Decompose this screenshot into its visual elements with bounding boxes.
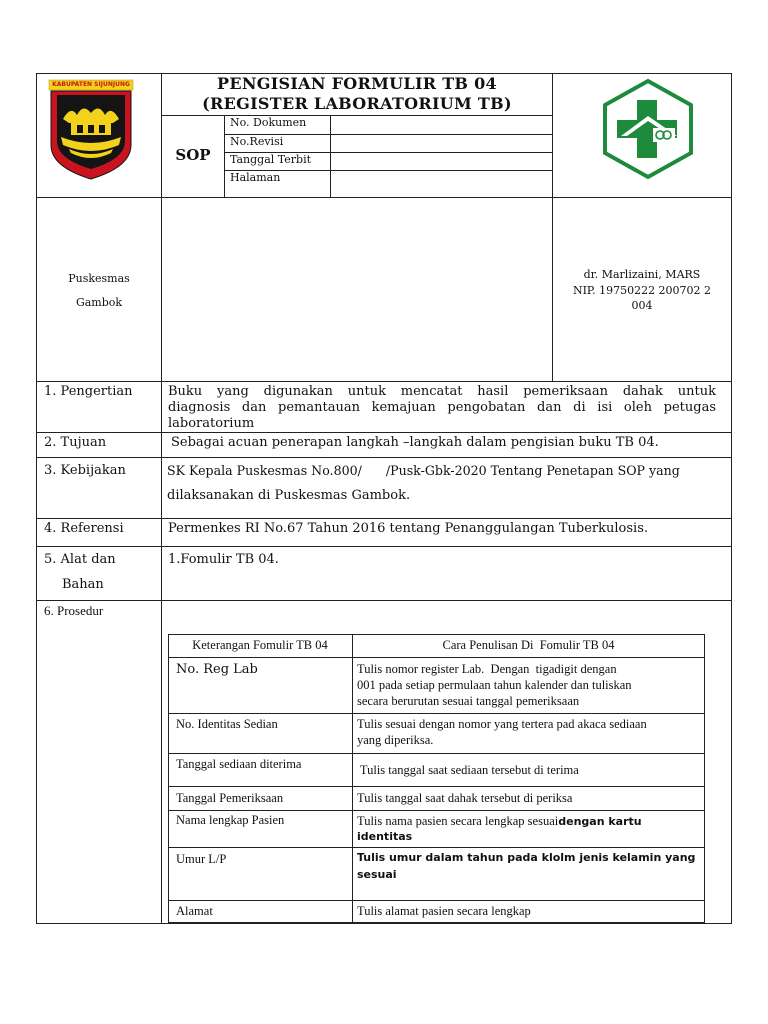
sop-label: SOP <box>175 146 211 164</box>
section-label-kebijakan: 3. Kebijakan <box>44 463 126 478</box>
meta-label-page: Halaman <box>230 171 281 184</box>
signer-nip-line2: 004 <box>631 299 653 312</box>
row-desc-normal: Tulis nama pasien secara lengkap sesuai <box>357 814 559 828</box>
table-header-method: Cara Penulisan Di Fomulir TB 04 <box>442 638 615 652</box>
table-row <box>168 811 705 847</box>
organization-name-line2: Gambok <box>75 296 123 309</box>
row-field-nama-pasien: Nama lengkap Pasien <box>176 813 285 827</box>
signer-name: dr. Marlizaini, MARS <box>583 268 701 281</box>
section-label-alat-line2: Bahan <box>62 577 104 592</box>
table-row <box>168 754 705 786</box>
regency-logo <box>47 79 135 181</box>
pengertian-text-line2: diagnosis dan pemantauan kemajuan pengobatan dan di isi oleh petugas <box>168 400 716 415</box>
section-label-alat-line1: 5. Alat dan <box>44 552 116 567</box>
row-field-alamat: Alamat <box>176 904 213 918</box>
table-row <box>168 658 705 713</box>
table-row <box>168 848 705 900</box>
row-desc-bold: dengan kartu <box>558 815 642 828</box>
kebijakan-text-line1: SK Kepala Puskesmas No.800/ /Pusk-Gbk-2020 Tentang Penetapan SOP yang <box>167 463 680 478</box>
document-title-line2: (REGISTER LABORATORIUM TB) <box>202 94 512 113</box>
puskesmas-logo <box>597 78 699 180</box>
row-desc-line: yang diperiksa. <box>357 733 434 747</box>
section-label-pengertian: 1. Pengertian <box>44 384 133 399</box>
meta-label-doc-number: No. Dokumen <box>230 116 307 129</box>
row-desc-line <box>357 813 642 830</box>
regency-logo-banner-text: KABUPATEN SIJUNJUNG <box>52 81 130 88</box>
row-desc-bold: Tulis umur dalam tahun pada klolm jenis kelamin yang <box>357 851 696 864</box>
referensi-text: Permenkes RI No.67 Tahun 2016 tentang Penanggulangan Tuberkulosis. <box>168 521 649 536</box>
row-field-identitas-sedian: No. Identitas Sedian <box>176 717 278 731</box>
row-desc-line: Tulis sesuai dengan nomor yang tertera pad akaca sediaan <box>357 717 647 731</box>
row-desc-bold: identitas <box>357 830 413 843</box>
meta-label-revision: No.Revisi <box>230 135 284 148</box>
organization-name-line1: Puskesmas <box>68 272 130 285</box>
row-desc-line: Tulis alamat pasien secara lengkap <box>357 904 531 918</box>
alat-text: 1.Fomulir TB 04. <box>168 552 279 567</box>
row-field-umur: Umur L/P <box>176 852 227 866</box>
row-field-tanggal-pemeriksaan: Tanggal Pemeriksaan <box>176 791 284 805</box>
row-desc-line: Tulis tanggal saat dahak tersebut di periksa <box>357 791 573 805</box>
table-row <box>168 714 705 753</box>
row-desc-line: Tulis nomor register Lab. Dengan tigadigit dengan <box>357 662 617 676</box>
row-field-reg-lab: No. Reg Lab <box>176 662 258 677</box>
section-label-tujuan: 2. Tujuan <box>44 435 107 450</box>
meta-label-issue-date: Tanggal Terbit <box>230 153 312 166</box>
section-label-referensi: 4. Referensi <box>44 521 124 536</box>
section-label-prosedur: 6. Prosedur <box>44 603 104 618</box>
pengertian-text-line3: laboratorium <box>168 416 255 431</box>
kebijakan-text-line2: dilaksanakan di Puskesmas Gambok. <box>167 488 411 503</box>
row-field-tanggal-diterima: Tanggal sediaan diterima <box>176 757 302 771</box>
document-title-line1: PENGISIAN FORMULIR TB 04 <box>217 74 497 93</box>
row-desc-bold: sesuai <box>357 868 397 881</box>
pengertian-text-line1: Buku yang digunakan untuk mencatat hasil pemeriksaan dahak untuk <box>168 384 716 399</box>
row-desc-line: Tulis tanggal saat sediaan tersebut di terima <box>357 763 579 777</box>
table-row <box>168 901 705 922</box>
signer-nip-line1: NIP. 19750222 200702 2 <box>572 284 712 297</box>
table-row <box>168 787 705 810</box>
row-desc-line: 001 pada setiap permulaan tahun kalender dan tuliskan <box>357 678 632 692</box>
row-desc-line: secara berurutan sesuai tanggal pemeriksaan <box>357 694 580 708</box>
procedure-table <box>168 634 705 924</box>
tujuan-text: Sebagai acuan penerapan langkah –langkah dalam pengisian buku TB 04. <box>171 435 659 450</box>
table-header-field: Keterangan Fomulir TB 04 <box>192 638 328 652</box>
